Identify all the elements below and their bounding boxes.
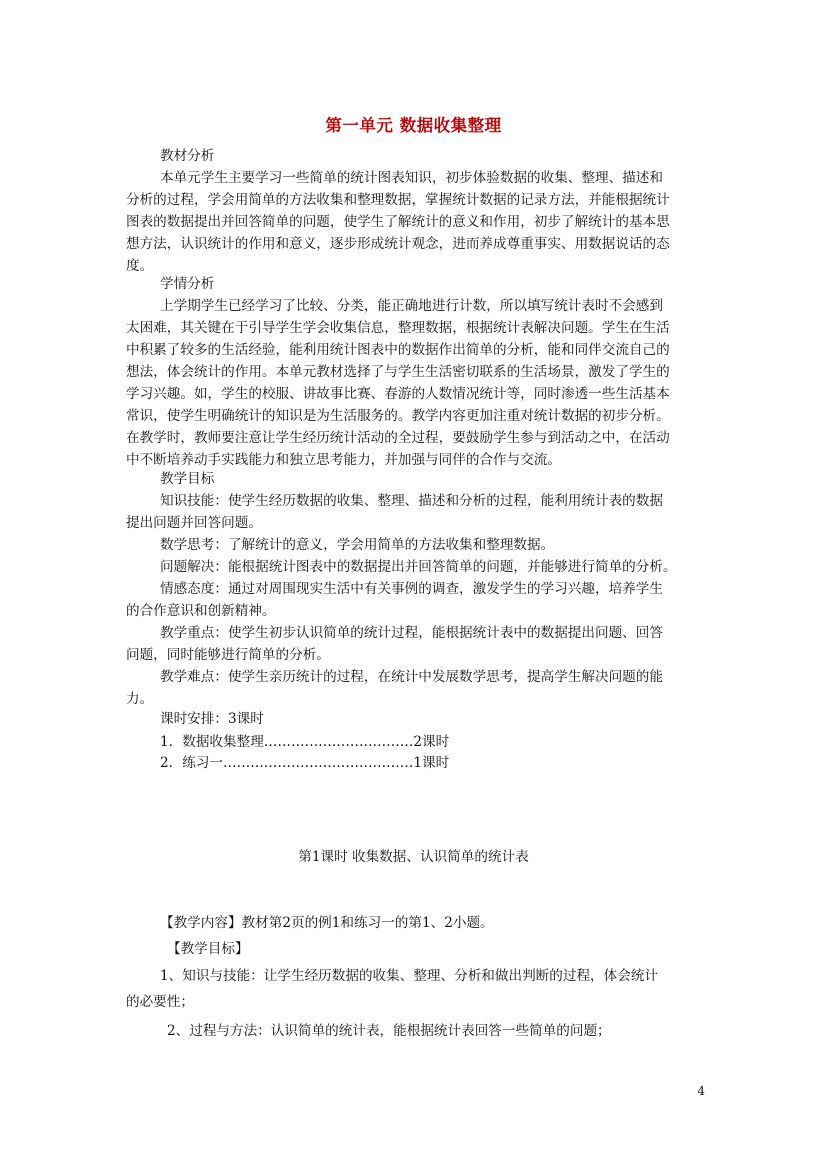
paragraph-line: 上学期学生已经学习了比较、分类，能正确地进行计数，所以填写统计表时不会感到 xyxy=(160,298,663,314)
paragraph-line: 教学重点：使学生初步认识简单的统计过程，能根据统计表中的数据提出问题、回答 xyxy=(160,625,663,641)
paragraph-line: 度。 xyxy=(126,258,154,274)
paragraph-line: 学习兴趣。如，学生的校服、讲故事比赛、春游的人数情况统计等，同时渗透一些生活基本 xyxy=(126,386,670,402)
paragraph-line: 本单元学生主要学习一些简单的统计图表知识，初步体验数据的收集、整理、描述和 xyxy=(160,170,663,186)
paragraph-line: 力。 xyxy=(126,691,154,707)
section-heading-teaching-goals: 教学目标 xyxy=(160,471,215,487)
schedule-heading: 课时安排：3课时 xyxy=(160,711,264,727)
section-heading-learner-analysis: 学情分析 xyxy=(160,276,215,292)
unit-title: 第一单元 数据收集整理 xyxy=(325,116,502,135)
teaching-goals-heading: 【教学目标】 xyxy=(167,941,249,957)
page-number: 4 xyxy=(697,1084,705,1098)
paragraph-line: 问题，同时能够进行简单的分析。 xyxy=(126,647,330,663)
paragraph-line: 教学难点：使学生亲历统计的过程，在统计中发展数学思考，提高学生解决问题的能 xyxy=(160,669,663,685)
section-heading-textbook-analysis: 教材分析 xyxy=(160,148,215,164)
teaching-content-line: 【教学内容】教材第2页的例1和练习一的第1、2小题。 xyxy=(160,915,494,931)
paragraph-line: 的必要性； xyxy=(126,994,194,1010)
paragraph-line: 常识，使学生明确统计的知识是为生活服务的。教学内容更加注重对统计数据的初步分析。 xyxy=(126,408,670,424)
schedule-item-2: 2．练习一……………………………………1课时 xyxy=(160,755,450,771)
paragraph-line: 1、知识与技能：让学生经历数据的收集、整理、分析和做出判断的过程，体会统计 xyxy=(160,968,659,984)
paragraph-line: 想法，体会统计的作用。本单元教材选择了与学生生活密切联系的生活场景，激发了学生的 xyxy=(126,364,670,380)
paragraph-line: 知识技能：使学生经历数据的收集、整理、描述和分析的过程，能利用统计表的数据 xyxy=(160,493,663,509)
schedule-item-1: 1．数据收集整理……………………………2课时 xyxy=(160,734,450,750)
lesson-title: 第1课时 收集数据、认识简单的统计表 xyxy=(298,849,529,865)
paragraph-line: 图表的数据提出并回答简单的问题，使学生了解统计的意义和作用，初步了解统计的基本思 xyxy=(126,214,670,230)
paragraph-line: 数学思考：了解统计的意义，学会用简单的方法收集和整理数据。 xyxy=(160,537,555,553)
paragraph-line: 问题解决：能根据统计图表中的数据提出并回答简单的问题，并能够进行简单的分析。 xyxy=(160,559,677,575)
paragraph-line: 想方法，认识统计的作用和意义，逐步形成统计观念，进而养成尊重事实、用数据说话的态 xyxy=(126,236,670,252)
paragraph-line: 中积累了较多的生活经验，能利用统计图表中的数据作出简单的分析，能和同伴交流自己的 xyxy=(126,342,670,358)
paragraph-line: 分析的过程，学会用简单的方法收集和整理数据，掌握统计数据的记录方法，并能根据统计 xyxy=(126,192,670,208)
paragraph-line: 的合作意识和创新精神。 xyxy=(126,603,276,619)
paragraph-line: 在教学时，教师要注意让学生经历统计活动的全过程，要鼓励学生参与到活动之中，在活动 xyxy=(126,430,670,446)
paragraph-line: 2、过程与方法：认识简单的统计表，能根据统计表回答一些简单的问题； xyxy=(167,1023,611,1039)
paragraph-line: 提出问题并回答问题。 xyxy=(126,515,262,531)
paragraph-line: 太困难，其关键在于引导学生学会收集信息，整理数据，根据统计表解决问题。学生在生活 xyxy=(126,320,670,336)
paragraph-line: 中不断培养动手实践能力和独立思考能力，并加强与同伴的合作与交流。 xyxy=(126,452,561,468)
paragraph-line: 情感态度：通过对周围现实生活中有关事例的调查，激发学生的学习兴趣，培养学生 xyxy=(160,581,663,597)
